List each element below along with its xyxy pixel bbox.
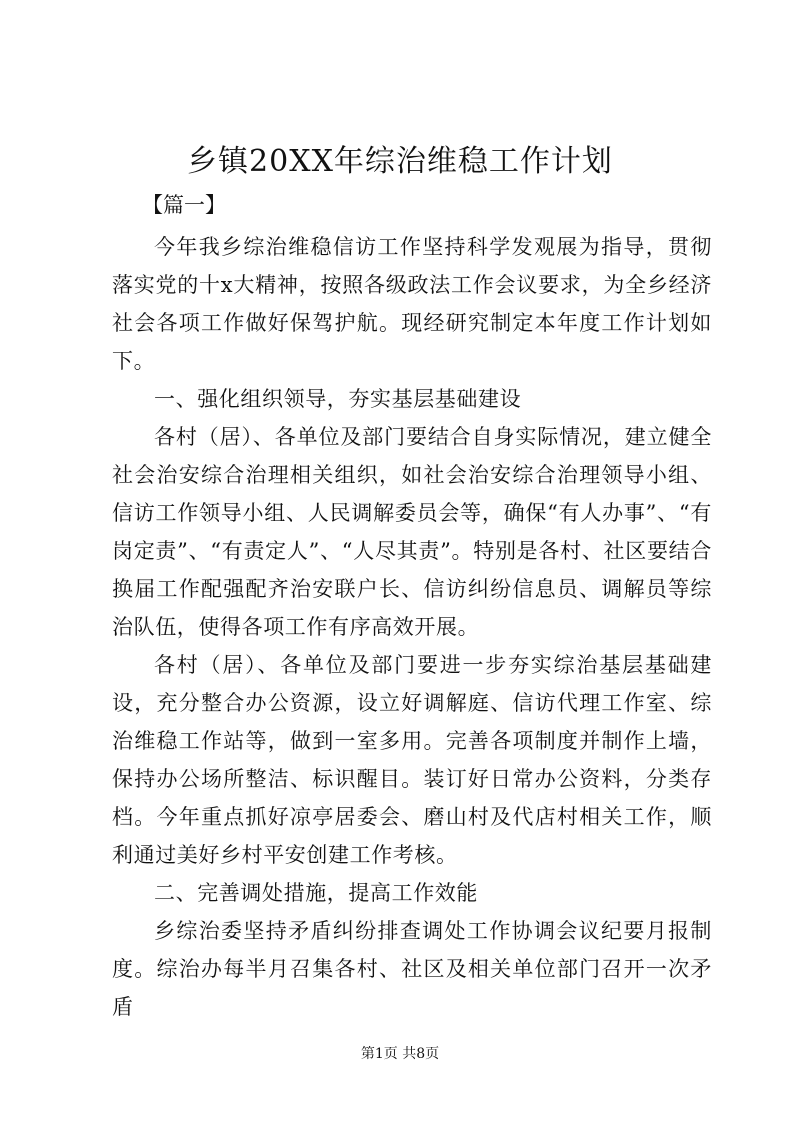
body-paragraph: 乡综治委坚持矛盾纠纷排查调处工作协调会议纪要月报制度。综治办每半月召集各村、社区及相关单位部门召开一次矛盾 xyxy=(112,919,712,1019)
document-title: 乡镇20XX年综治维稳工作计划 xyxy=(187,144,613,179)
body-paragraph: 各村（居）、各单位及部门要结合自身实际情况，建立健全社会治安综合治理相关组织，如社会治安综合治理领导小组、信访工作领导小组、人民调解委员会等，确保“有人办事”、“有岗定责”、“有责定人”、“人尽其责”。特别是各村、社区要结合换届工作配强配齐治安联户长、信访纠纷信息员、调解员等综治队伍，使得各项工作有序高效开展。 xyxy=(112,425,712,639)
body-paragraph: 各村（居）、各单位及部门要进一步夯实综治基层基础建设，充分整合办公资源，设立好调解庭、信访代理工作室、综治维稳工作站等，做到一室多用。完善各项制度并制作上墙，保持办公场所整洁、标识醒目。装订好日常办公资料，分类存档。今年重点抓好凉亭居委会、磨山村及代店村相关工作，顺利通过美好乡村平安创建工作考核。 xyxy=(112,653,712,867)
section-heading-2: 二、完善调处措施，提高工作效能 xyxy=(154,881,478,905)
intro-paragraph: 今年我乡综治维稳信访工作坚持科学发观展为指导，贯彻落实党的十x大精神，按照各级政法工作会议要求，为全乡经济社会各项工作做好保驾护航。现经研究制定本年度工作计划如下。 xyxy=(112,235,712,373)
page-footer: 第1页 共8页 xyxy=(360,1046,440,1062)
section-heading-1: 一、强化组织领导，夯实基层基础建设 xyxy=(154,387,522,411)
document-body xyxy=(112,228,712,1026)
section-label: 【篇一】 xyxy=(142,193,226,217)
